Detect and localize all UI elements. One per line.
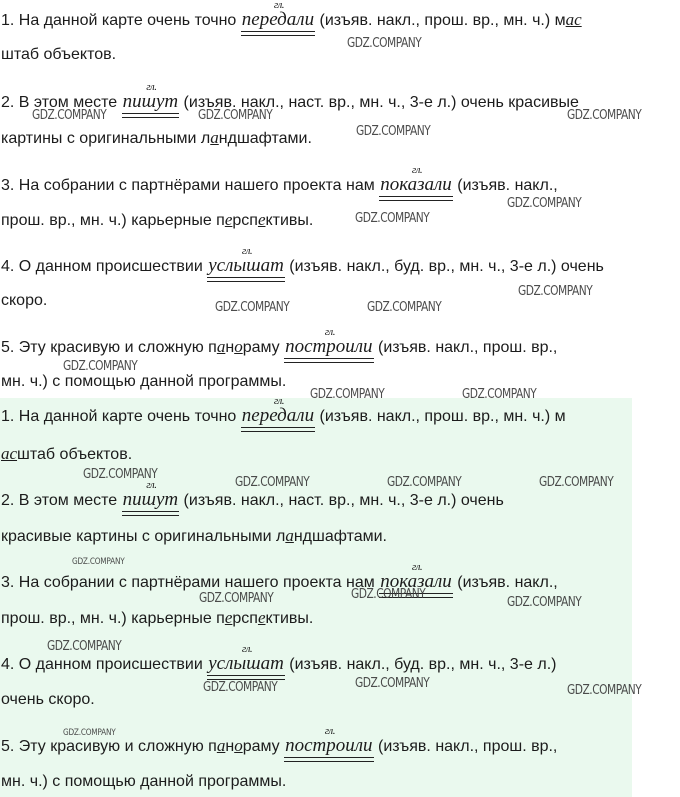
answer-sentence-1-line-1: 1. На данной карте очень точно гл. передали (изъяв. накл., прош. вр., мн. ч.) м [1, 406, 566, 427]
watermark: GDZ.COMPANY [462, 387, 537, 402]
answer-verb-peredali: гл. передали [241, 406, 315, 426]
watermark: GDZ.COMPANY [203, 680, 278, 695]
sentence-3-line-1: 3. На собрании с партнёрами нашего проекта нам гл. показали (изъяв. накл., [1, 175, 558, 196]
answer-sentence-3-line-2: прош. вр., мн. ч.) карьерные перспективы. [1, 608, 314, 627]
watermark: GDZ.COMPANY [63, 359, 138, 374]
watermark: GDZ.COMPANY [387, 475, 462, 490]
verb-peredali: гл. передали [241, 10, 315, 30]
answer-sentence-2-line-1: 2. В этом месте гл. пишут (изъяв. накл., наст. вр., мн. ч., 3-е л.) очень [1, 490, 504, 511]
watermark: GDZ.COMPANY [355, 211, 430, 226]
answer-sentence-3-line-1: 3. На собрании с партнёрами нашего проекта нам гл. показали (изъяв. накл., [1, 572, 558, 593]
answer-sentence-5-line-1: 5. Эту красивую и сложную панораму гл. построили (изъяв. накл., прош. вр., [1, 736, 557, 757]
answer-sentence-1-line-2: асштаб объектов. [1, 444, 133, 463]
watermark: GDZ.COMPANY [507, 595, 582, 610]
watermark: GDZ.COMPANY [47, 639, 122, 654]
watermark: GDZ.COMPANY [198, 108, 273, 123]
answer-sentence-5-line-2: мн. ч.) с помощью данной программы. [1, 773, 287, 790]
sentence-1-line-1: 1. На данной карте очень точно гл. передали (изъяв. накл., прош. вр., мн. ч.) мас [1, 10, 582, 31]
sentence-1-line-2: штаб объектов. [1, 46, 117, 63]
answer-verb-pishut: гл. пишут [122, 490, 180, 510]
verb-uslyshat: гл. услышат [207, 256, 285, 276]
watermark: GDZ.COMPANY [83, 467, 158, 482]
watermark: GDZ.COMPANY [199, 591, 274, 606]
answer-sentence-4-line-1: 4. О данном происшествии гл. услышат (изъяв. накл., буд. вр., мн. ч., 3-е л.) [1, 654, 556, 675]
sentence-2-line-2: картины с оригинальными ландшафтами. [1, 128, 312, 147]
watermark: GDZ.COMPANY [518, 284, 593, 299]
watermark: GDZ.COMPANY [507, 196, 582, 211]
answer-verb-pokazali: гл. показали [379, 572, 453, 592]
watermark: GDZ.COMPANY [351, 587, 426, 602]
sentence-3-line-2: прош. вр., мн. ч.) карьерные перспективы. [1, 210, 314, 229]
watermark: GDZ.COMPANY [367, 300, 442, 315]
watermark: GDZ.COMPANY [567, 683, 642, 698]
sentence-4-line-1: 4. О данном происшествии гл. услышат (изъяв. накл., буд. вр., мн. ч., 3-е л.) очень [1, 256, 604, 277]
verb-pishut: гл. пишут [122, 92, 180, 112]
watermark: GDZ.COMPANY [539, 475, 614, 490]
watermark: GDZ.COMPANY [63, 728, 116, 738]
verb-pokazali: гл. показали [379, 175, 453, 195]
watermark: GDZ.COMPANY [347, 36, 422, 51]
watermark: GDZ.COMPANY [355, 676, 430, 691]
answer-sentence-2-line-2: красивые картины с оригинальными ландшафтами. [1, 526, 387, 545]
watermark: GDZ.COMPANY [215, 300, 290, 315]
watermark: GDZ.COMPANY [356, 124, 431, 139]
sentence-2-line-1: 2. В этом месте гл. пишут (изъяв. накл., наст. вр., мн. ч., 3-е л.) очень красивые [1, 92, 579, 113]
watermark: GDZ.COMPANY [310, 387, 385, 402]
answer-sentence-4-line-2: очень скоро. [1, 691, 95, 708]
verb-postroili: гл. построили [284, 337, 373, 357]
watermark: GDZ.COMPANY [567, 108, 642, 123]
watermark: GDZ.COMPANY [32, 108, 107, 123]
sentence-5-line-1: 5. Эту красивую и сложную панораму гл. построили (изъяв. накл., прош. вр., [1, 337, 557, 358]
answer-verb-uslyshat: гл. услышат [207, 654, 285, 674]
sentence-5-line-2: мн. ч.) с помощью данной программы. [1, 373, 287, 390]
watermark: GDZ.COMPANY [235, 475, 310, 490]
sentence-4-line-2: скоро. [1, 292, 48, 309]
answer-verb-postroili: гл. построили [284, 736, 373, 756]
watermark: GDZ.COMPANY [72, 557, 125, 567]
